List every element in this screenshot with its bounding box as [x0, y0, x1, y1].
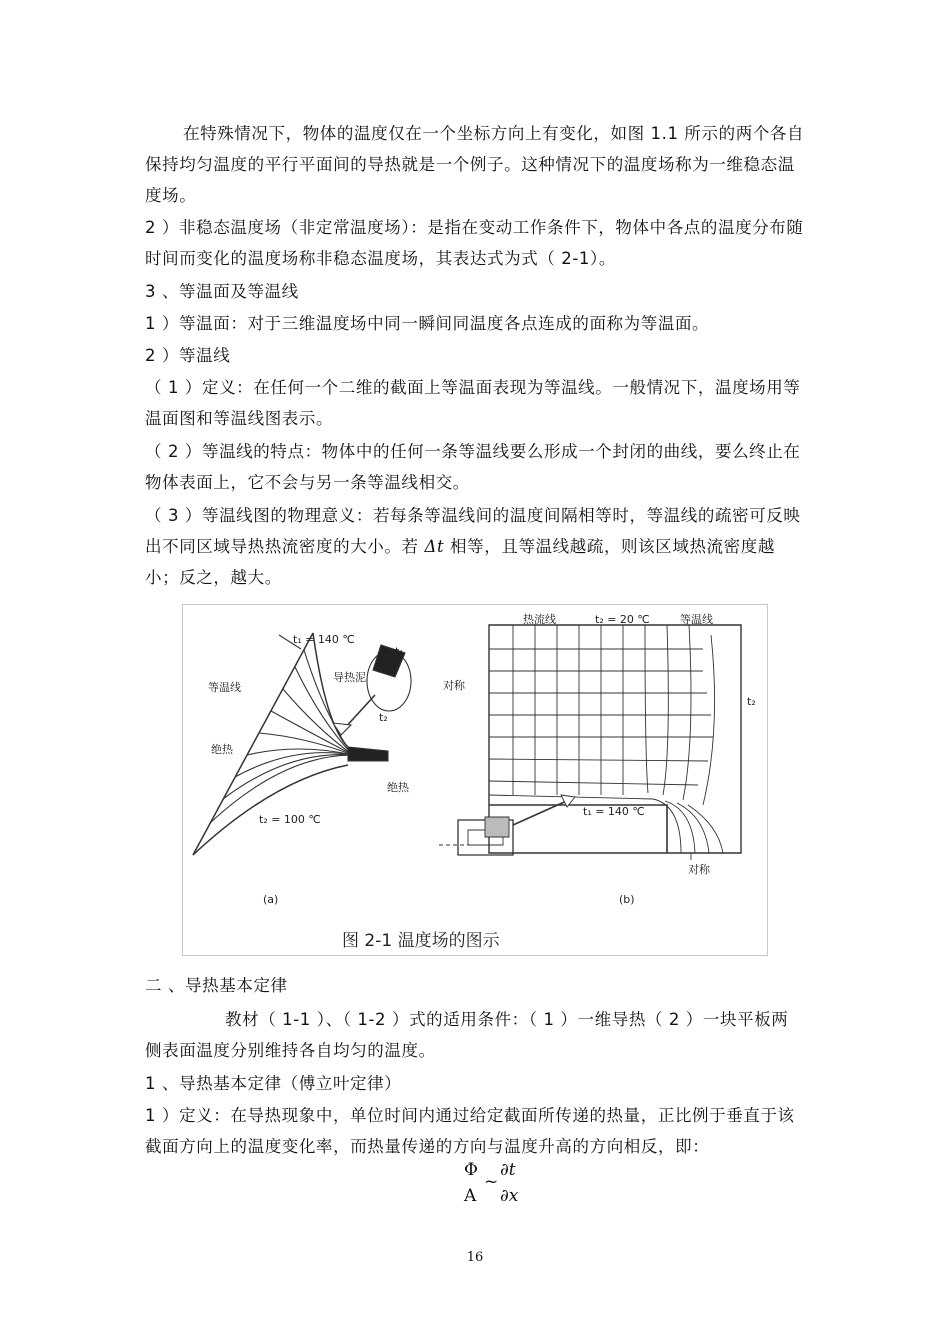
- label-a-insulated-right: 绝热: [387, 781, 409, 794]
- formula-proportional: ~: [484, 1172, 499, 1192]
- paragraph-isotherm-meaning: [145, 500, 805, 593]
- formula-num-dt: ∂t: [500, 1160, 516, 1180]
- label-b-sym-left: 对称: [443, 679, 465, 692]
- label-b-t-right: t₂: [747, 695, 756, 708]
- formula-num-phi: Φ: [464, 1160, 478, 1180]
- label-a-isotherm: 等温线: [208, 681, 241, 694]
- heading-isotherm-line: 2 ）等温线: [145, 346, 231, 365]
- delta-t-symbol: Δt: [424, 537, 445, 556]
- label-a-t2: t₂ = 100 ℃: [259, 813, 321, 826]
- label-a-mud: 导热泥: [333, 671, 366, 684]
- panel-b-diagram: [439, 625, 741, 860]
- formula-den-a: A: [464, 1186, 477, 1206]
- label-b-isotherm: 等温线: [680, 613, 713, 626]
- paragraph-isotherm-definition: （ 1 ）定义：在任何一个二维的截面上等温面表现为等温线。一般情况下，温度场用等温面图和等温线图表示。: [145, 378, 801, 428]
- paragraph-applicability: 教材（ 1-1 ）、（ 1-2 ）式的适用条件：（ 1 ）一维导热（ 2 ）一块平板两侧表面温度分别维持各自均匀的温度。: [145, 1010, 789, 1060]
- figure-temperature-field: [182, 604, 768, 956]
- paragraph-isothermal-surface: 1 ）等温面：对于三维温度场中同一瞬间同温度各点连成的面称为等温面。: [145, 314, 710, 333]
- figure-illustration: [183, 605, 769, 957]
- formula-den-dx: ∂x: [500, 1186, 519, 1206]
- label-a-insulated-left: 绝热: [211, 743, 233, 756]
- meaning-text-after: 相等，且等温线越疏，则该区域热流密度越小；反之，越大。: [145, 537, 775, 587]
- page-number: 16: [466, 1250, 484, 1265]
- meaning-text-before: （ 3 ）等温线图的物理意义：若每条等温线间的温度间隔相等时，等温线的疏密可反映出不同区域导热热流密度的大小。若: [145, 506, 801, 556]
- label-a-t1: t₁ = 140 ℃: [293, 633, 355, 646]
- figure-caption: 图 2-1 温度场的图示: [342, 931, 500, 951]
- paragraph-unsteady-field: 2 ）非稳态温度场（非定常温度场）：是指在变动工作条件下，物体中各点的温度分布随时间而变化的温度场称非稳态温度场，其表达式为式（ 2-1）。: [145, 218, 804, 268]
- heading-fourier-law: 1 、导热基本定律（傅立叶定律）: [145, 1074, 402, 1093]
- label-a-t2-small: t₂: [379, 711, 388, 724]
- paragraph-1d-field: 在特殊情况下，物体的温度仅在一个坐标方向上有变化，如图 1.1 所示的两个各自保持均匀温度的平行平面间的导热就是一个例子。这种情况下的温度场称为一维稳态温度场。: [145, 124, 805, 205]
- label-b-sym-bottom: 对称: [688, 863, 710, 876]
- section-heading: 二 、导热基本定律: [145, 976, 288, 995]
- label-a-t1-small: t₁: [395, 645, 404, 658]
- label-a-panel: (a): [263, 893, 279, 906]
- label-b-t2: t₂ = 20 ℃: [595, 613, 650, 626]
- label-b-panel: (b): [619, 893, 635, 906]
- paragraph-isotherm-features: （ 2 ）等温线的特点：物体中的任何一条等温线要么形成一个封闭的曲线，要么终止在物体表面上，它不会与另一条等温线相交。: [145, 442, 801, 492]
- label-b-heatflow: 热流线: [523, 613, 556, 626]
- paragraph-fourier-definition: 1 ）定义：在导热现象中，单位时间内通过给定截面所传递的热量，正比例于垂直于该截面方向上的温度变化率，而热量传递的方向与温度升高的方向相反，即：: [145, 1106, 795, 1156]
- heading-isotherm: 3 、等温面及等温线: [145, 282, 299, 301]
- label-b-t1: t₁ = 140 ℃: [583, 805, 645, 818]
